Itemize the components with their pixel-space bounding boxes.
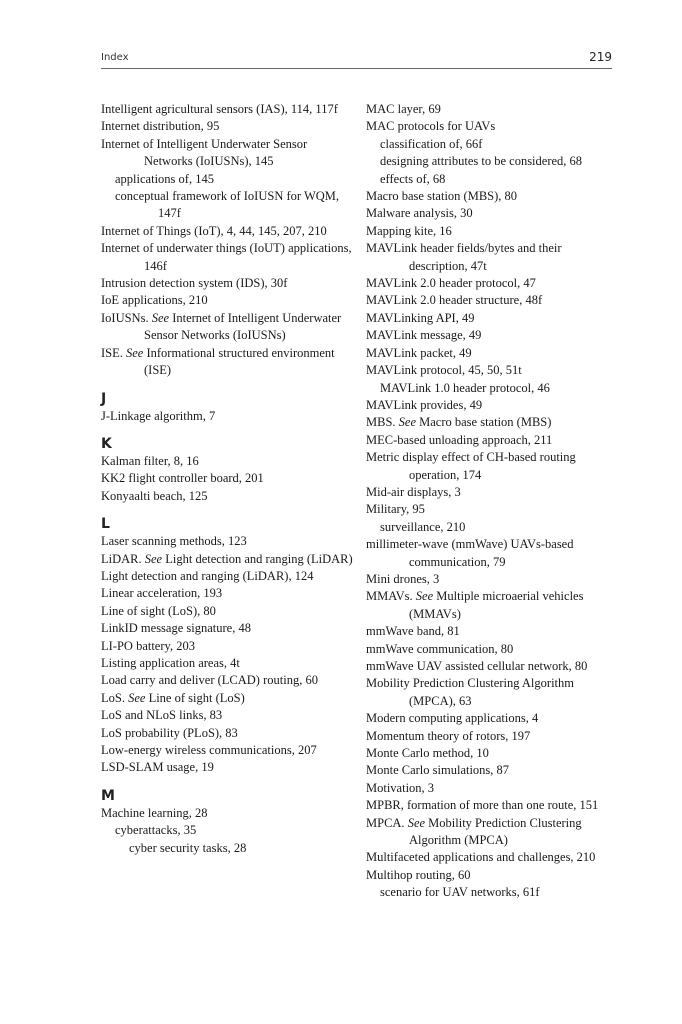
index-entry: LI-PO battery, 203 [101, 638, 195, 653]
index-entry: MAVLink 2.0 header protocol, 47 [366, 276, 536, 291]
section-title: Index [101, 52, 129, 63]
index-entry: Multihop routing, 60 [366, 867, 471, 882]
index-entry: Malware analysis, 30 [366, 206, 473, 221]
index-entry: Load carry and deliver (LCAD) routing, 60 [101, 673, 318, 688]
entry-target: Light detection and ranging (LiDAR) [162, 551, 353, 566]
index-entry: MAC layer, 69 [366, 102, 441, 116]
index-subentry: classification of, 66f [380, 136, 483, 151]
index-entry: Modern computing applications, 4 [366, 711, 539, 726]
entry-term: MBS. [366, 415, 399, 430]
index-entry: MAVLink protocol, 45, 50, 51t [366, 363, 522, 378]
index-entry: Kalman filter, 8, 16 [101, 453, 199, 468]
index-entry: Motivation, 3 [366, 780, 435, 795]
index-entry [101, 551, 353, 568]
running-header [101, 52, 612, 69]
index-entry: Machine learning, 28 [101, 805, 208, 820]
index-entry: LoS and NLoS links, 83 [101, 708, 223, 723]
index-entry: mmWave UAV assisted cellular network, 80 [366, 659, 588, 673]
index-entry [101, 310, 353, 345]
index-subentry: designing attributes to be considered, 68 [380, 154, 583, 169]
see-reference: See [128, 690, 146, 705]
index-entry [366, 414, 614, 431]
index-subentry: cyberattacks, 35 [115, 823, 197, 838]
index-entry: Internet distribution, 95 [101, 119, 220, 134]
entry-target: Mobility Prediction Clustering Algorithm (MPCA) [409, 815, 582, 848]
index-entry [366, 815, 614, 850]
see-reference: See [144, 551, 163, 566]
index-entry: Mini drones, 3 [366, 571, 440, 586]
index-entry: Intrusion detection system (IDS), 30f [101, 276, 288, 291]
index-entry: IoE applications, 210 [101, 293, 208, 308]
index-entry: Low-energy wireless communications, 207 [101, 743, 317, 757]
index-entry: Light detection and ranging (LiDAR), 124 [101, 568, 314, 583]
index-letter-heading: K [101, 435, 112, 452]
see-reference: See [407, 815, 426, 830]
entry-target: Informational structured environment (ISE) [143, 345, 335, 378]
index-entry: mmWave communication, 80 [366, 641, 514, 656]
index-subentry: conceptual framework of IoIUSN for WQM, 147f [115, 189, 340, 221]
index-entry: Laser scanning methods, 123 [101, 534, 247, 549]
index-entry: Mobility Prediction Clustering Algorithm (MPCA), 63 [366, 676, 574, 708]
index-entry: Mapping kite, 16 [366, 223, 452, 238]
index-subentry: cyber security tasks, 28 [129, 840, 247, 855]
index-subentry: effects of, 68 [380, 171, 446, 186]
entry-term: MMAVs. [366, 589, 416, 604]
index-entry: Military, 95 [366, 502, 425, 517]
index-entry: MPBR, formation of more than one route, 151 [366, 798, 599, 813]
entry-target: Multiple microaerial vehicles (MMAVs) [409, 589, 584, 621]
index-entry: Internet of underwater things (IoUT) applications, 146f [101, 241, 352, 273]
see-reference: See [151, 310, 170, 325]
page-number: 219 [589, 50, 612, 64]
index-entry: Konyaalti beach, 125 [101, 488, 208, 503]
index-entry: MAVLinking API, 49 [366, 310, 475, 325]
index-entry: J-Linkage algorithm, 7 [101, 408, 216, 423]
entry-target: Internet of Intelligent Underwater Sensor Networks (IoIUSNs) [144, 310, 342, 343]
index-entry: LinkID message signature, 48 [101, 621, 251, 636]
index-entry: Monte Carlo simulations, 87 [366, 763, 510, 778]
see-reference: See [398, 415, 417, 430]
index-entry: KK2 flight controller board, 201 [101, 471, 264, 486]
index-entry: LSD-SLAM usage, 19 [101, 760, 214, 775]
index-entry: MAVLink provides, 49 [366, 397, 483, 412]
index-entry: Linear acceleration, 193 [101, 586, 223, 601]
entry-term: LoS. [101, 690, 129, 705]
index-subentry: applications of, 145 [115, 171, 214, 186]
index-column-left [101, 101, 353, 857]
index-entry: MAVLink header fields/bytes and their description, 47t [366, 241, 562, 273]
index-entry: Intelligent agricultural sensors (IAS), 114, 117f [101, 102, 338, 116]
index-letter-heading: J [101, 390, 107, 407]
index-entry: MAC protocols for UAVs [366, 119, 496, 134]
index-column-right [366, 101, 614, 902]
index-entry: Macro base station (MBS), 80 [366, 189, 518, 204]
index-entry: MEC-based unloading approach, 211 [366, 432, 553, 447]
index-letter-heading: M [101, 787, 115, 804]
entry-target: Line of sight (LoS) [145, 690, 245, 705]
index-entry: Line of sight (LoS), 80 [101, 603, 216, 618]
index-entry: MAVLink 2.0 header structure, 48f [366, 293, 543, 308]
index-entry: Internet of Intelligent Underwater Sensor Networks (IoIUSNs), 145 [101, 136, 308, 169]
index-entry: Monte Carlo method, 10 [366, 746, 489, 761]
entry-term: LiDAR. [101, 551, 145, 566]
index-entry: LoS probability (PLoS), 83 [101, 725, 238, 740]
index-entry: MAVLink message, 49 [366, 328, 482, 343]
see-reference: See [126, 345, 144, 360]
see-reference: See [415, 589, 434, 604]
index-subentry: scenario for UAV networks, 61f [380, 885, 540, 900]
index-entry: mmWave band, 81 [366, 624, 460, 639]
index-entry: Momentum theory of rotors, 197 [366, 728, 531, 743]
entry-term: IoIUSNs. [101, 310, 152, 325]
index-entry: Multifaceted applications and challenges, 210 [366, 850, 596, 865]
index-entry: Internet of Things (IoT), 4, 44, 145, 207, 210 [101, 223, 327, 238]
entry-term: ISE. [101, 345, 126, 360]
entry-target: Macro base station (MBS) [416, 415, 552, 430]
index-entry [101, 690, 353, 707]
index-entry: Mid-air displays, 3 [366, 484, 461, 499]
index-entry: Listing application areas, 4t [101, 655, 240, 670]
entry-term: MPCA. [366, 815, 408, 830]
index-subentry: MAVLink 1.0 header protocol, 46 [380, 380, 550, 395]
index-entry: millimeter-wave (mmWave) UAVs-based communication, 79 [366, 537, 574, 569]
index-letter-heading: L [101, 516, 110, 533]
index-entry [101, 345, 353, 380]
index-subentry: surveillance, 210 [380, 519, 466, 534]
index-entry [366, 588, 614, 623]
index-entry: MAVLink packet, 49 [366, 345, 472, 360]
index-entry: Metric display effect of CH-based routing operation, 174 [366, 450, 576, 482]
